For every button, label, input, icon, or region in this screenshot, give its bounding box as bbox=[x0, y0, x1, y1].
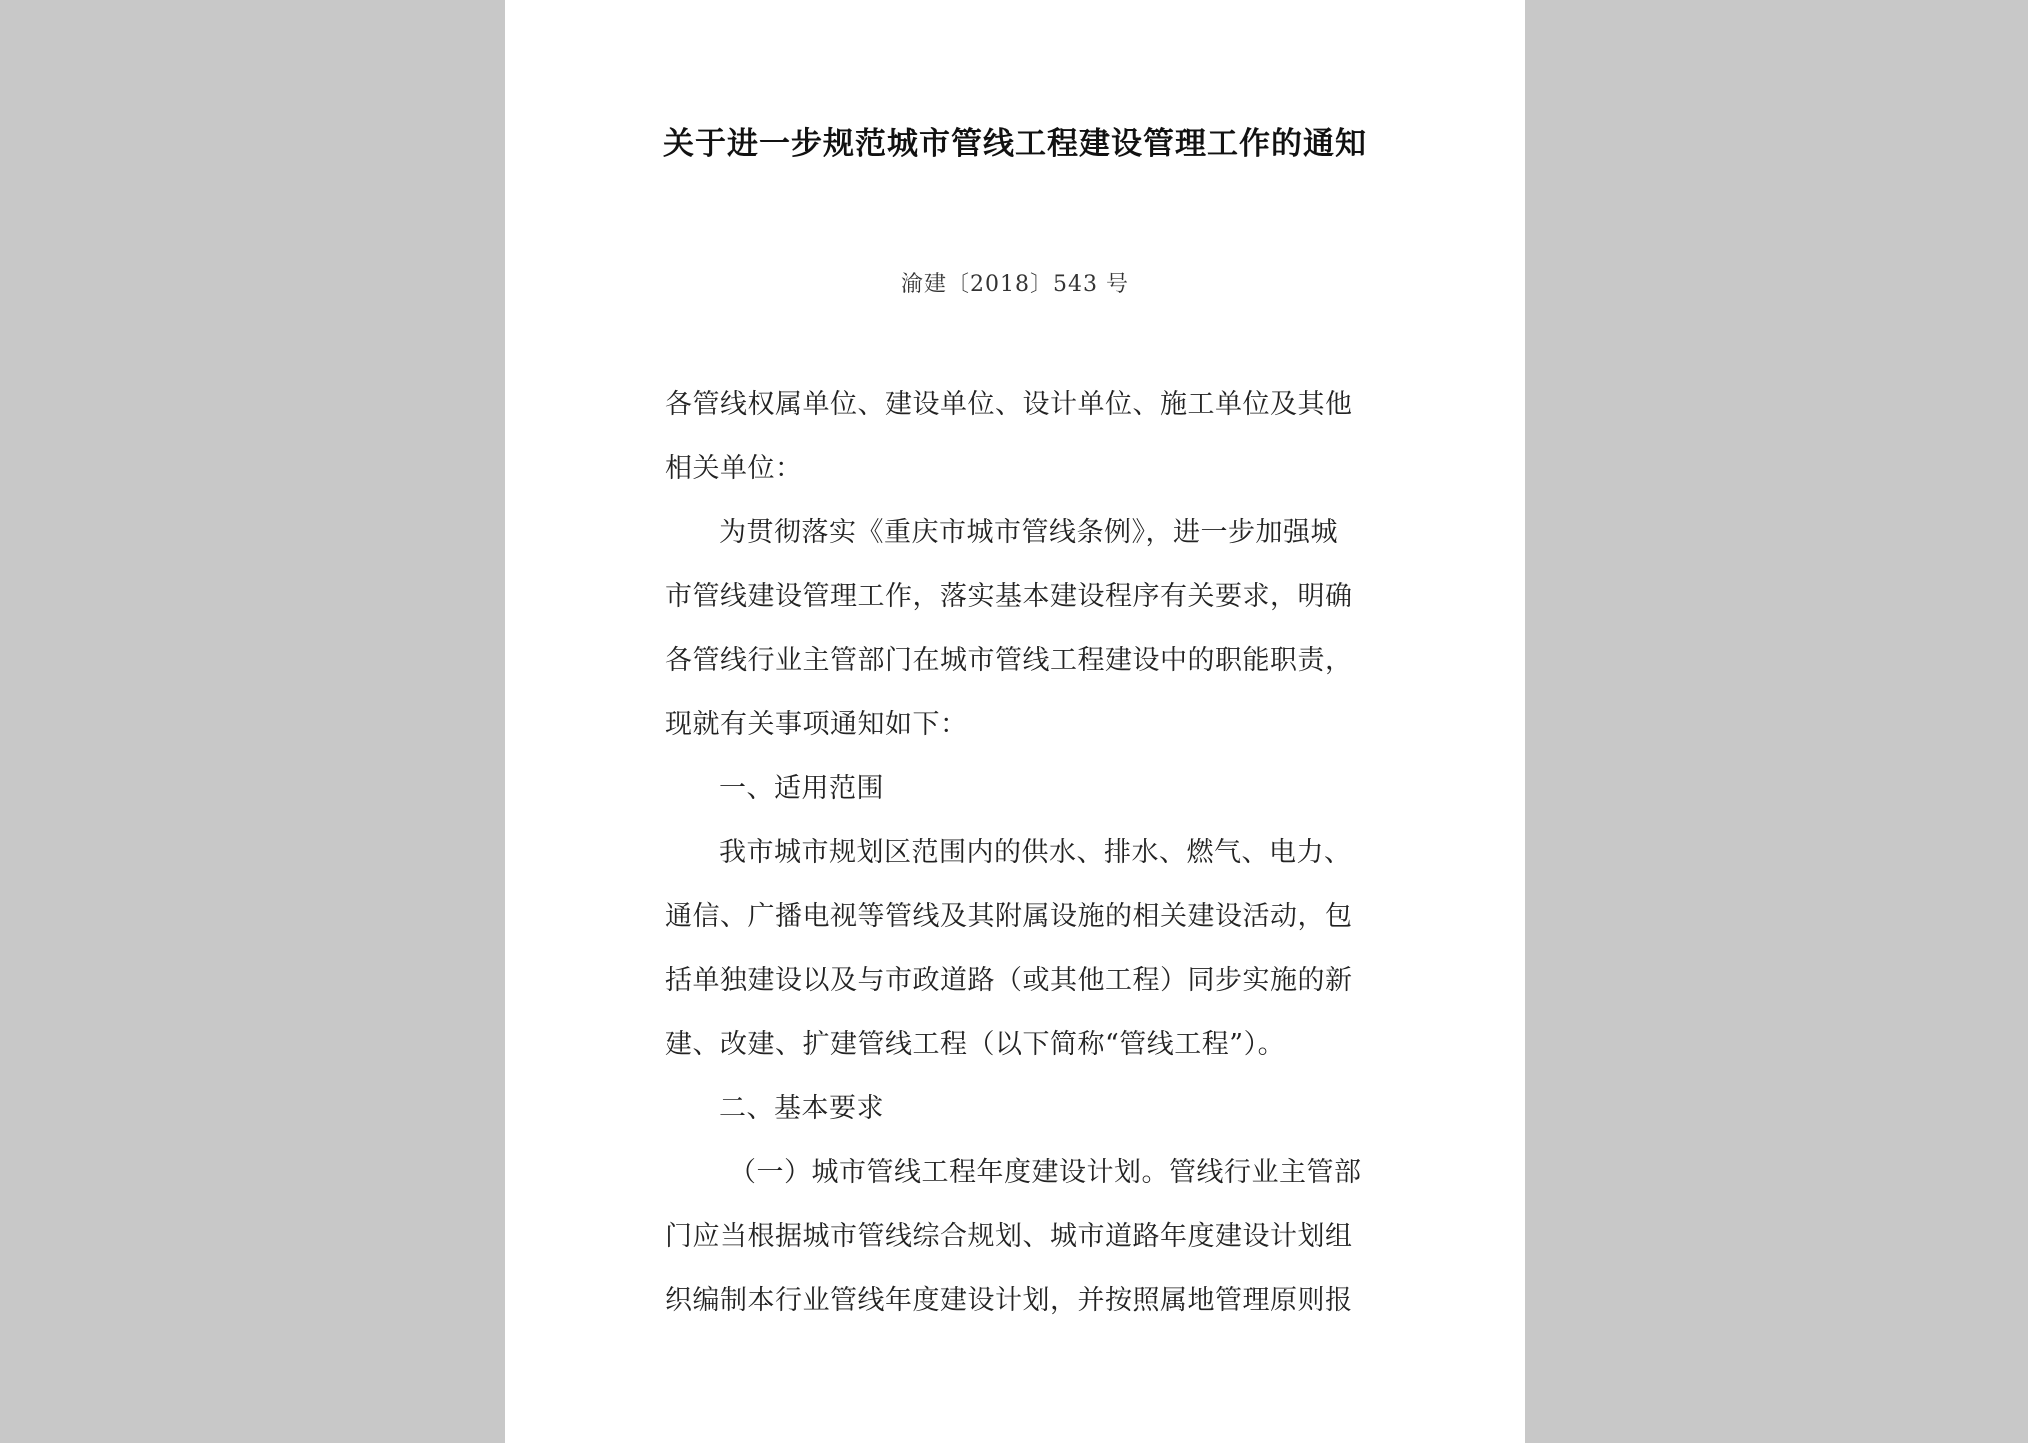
document-title: 关于进一步规范城市管线工程建设管理工作的通知 bbox=[663, 126, 1367, 162]
body-line: 市管线建设管理工作，落实基本建设程序有关要求，明确 bbox=[665, 581, 1353, 612]
document-number: 渝建〔2018〕543 号 bbox=[901, 272, 1129, 297]
body-line: 各管线权属单位、建设单位、设计单位、施工单位及其他 bbox=[665, 389, 1353, 420]
body-line: 为贯彻落实《重庆市城市管线条例》，进一步加强城 bbox=[719, 517, 1338, 548]
document-page bbox=[505, 0, 1525, 1443]
body-line: 建、改建、扩建管线工程（以下简称“管线工程”）。 bbox=[665, 1029, 1286, 1060]
body-line: 各管线行业主管部门在城市管线工程建设中的职能职责， bbox=[665, 645, 1353, 676]
body-line: 相关单位： bbox=[665, 453, 803, 484]
body-line: 门应当根据城市管线综合规划、城市道路年度建设计划组 bbox=[665, 1221, 1353, 1252]
body-line: 通信、广播电视等管线及其附属设施的相关建设活动，包 bbox=[665, 901, 1353, 932]
body-line: 我市城市规划区范围内的供水、排水、燃气、电力、 bbox=[719, 837, 1352, 868]
body-line: 括单独建设以及与市政道路（或其他工程）同步实施的新 bbox=[665, 965, 1353, 996]
section-heading: 二、基本要求 bbox=[719, 1093, 884, 1124]
body-line: （一）城市管线工程年度建设计划。管线行业主管部 bbox=[729, 1157, 1362, 1188]
body-line: 现就有关事项通知如下： bbox=[665, 709, 968, 740]
section-heading: 一、适用范围 bbox=[719, 773, 884, 804]
body-line: 织编制本行业管线年度建设计划，并按照属地管理原则报 bbox=[665, 1285, 1353, 1316]
